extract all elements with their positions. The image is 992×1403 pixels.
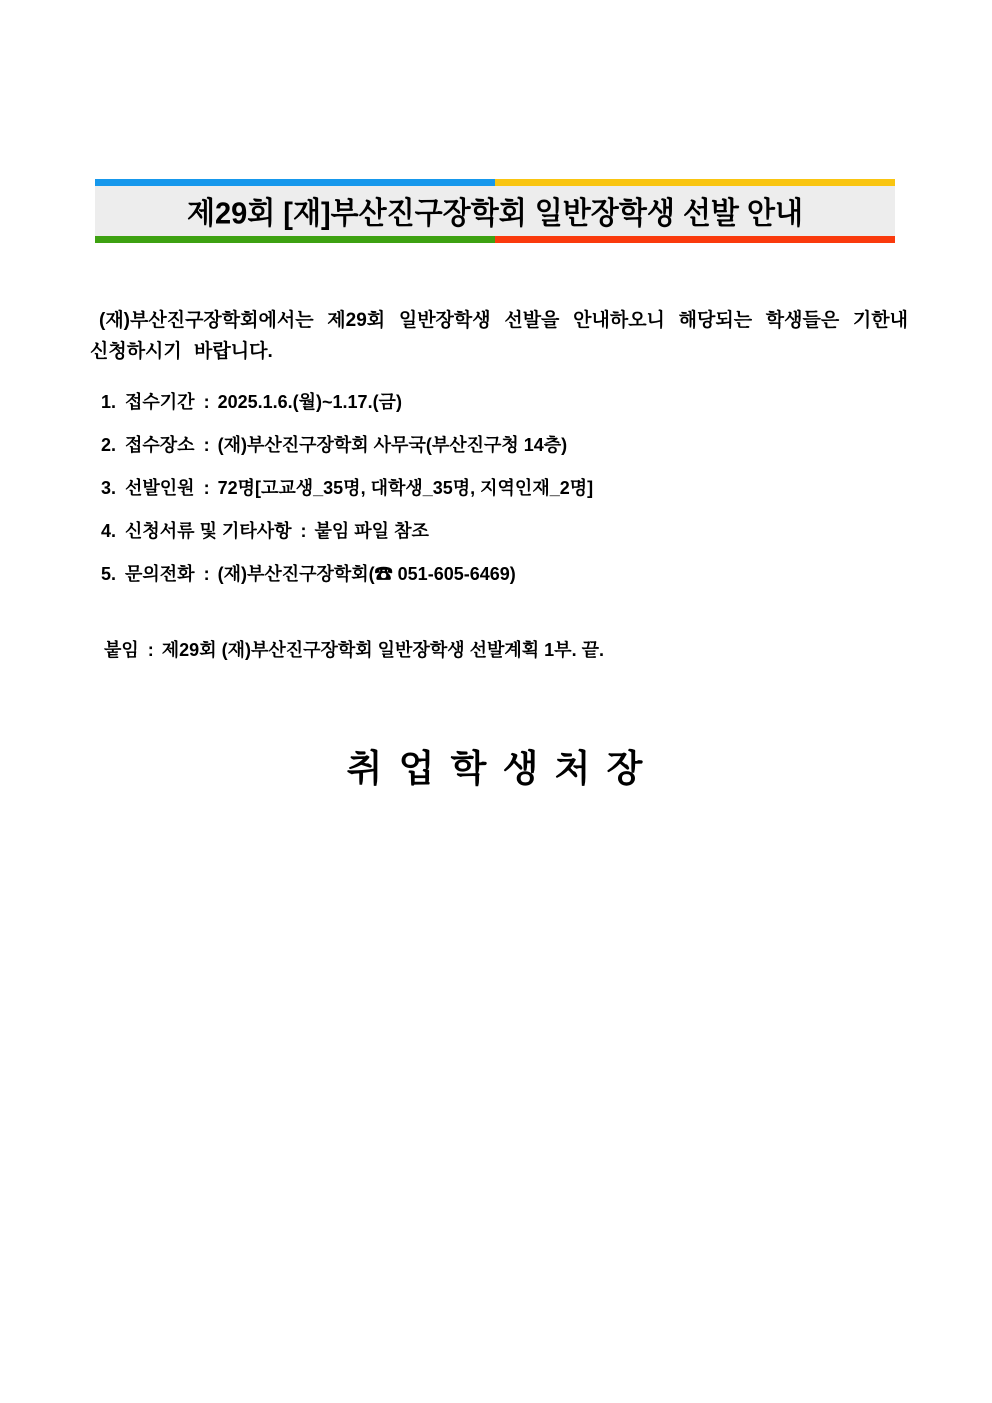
banner-top-bar bbox=[95, 179, 895, 186]
document-title: 제29회 [재]부산진구장학회 일반장학생 선발 안내 bbox=[186, 196, 804, 231]
item-value: (재)부산진구장학회(☎ 051-605-6469) bbox=[217, 564, 516, 584]
item-label: 문의전화 bbox=[125, 564, 195, 584]
banner-bottom-bar bbox=[95, 236, 895, 243]
item-value: (재)부산진구장학회 사무국(부산진구청 14층) bbox=[217, 435, 568, 455]
item-label: 선발인원 bbox=[125, 478, 195, 498]
banner-bottom-bar-red bbox=[495, 236, 895, 243]
attachment-label: 붙임 bbox=[104, 640, 139, 660]
list-item bbox=[101, 435, 901, 455]
item-label: 접수기간 bbox=[125, 392, 195, 412]
item-number: 2. bbox=[101, 435, 117, 455]
item-label: 접수장소 bbox=[125, 435, 195, 455]
item-number: 3. bbox=[101, 478, 117, 498]
colon-separator: : bbox=[203, 435, 210, 455]
list-item bbox=[101, 392, 901, 412]
banner-title-band bbox=[95, 186, 895, 236]
list-item bbox=[101, 521, 901, 541]
colon-separator: : bbox=[300, 521, 307, 541]
item-label: 신청서류 및 기타사항 bbox=[125, 521, 292, 541]
banner-bottom-bar-green bbox=[95, 236, 495, 243]
signature-title: 취 업 학 생 처 장 bbox=[346, 748, 646, 789]
attachment-value: 제29회 (재)부산진구장학회 일반장학생 선발계획 1부. 끝. bbox=[161, 640, 604, 660]
item-value: 72명[고교생_35명, 대학생_35명, 지역인재_2명] bbox=[217, 478, 594, 498]
attachment-line bbox=[104, 636, 604, 662]
list-item bbox=[101, 564, 901, 584]
item-number: 1. bbox=[101, 392, 117, 412]
banner-top-bar-blue bbox=[95, 179, 495, 186]
banner-top-bar-yellow bbox=[495, 179, 895, 186]
item-number: 4. bbox=[101, 521, 117, 541]
intro-paragraph: (재)부산진구장학회에서는 제29회 일반장학생 선발을 안내하오니 해당되는 학생들은 기한내 신청하시기 바랍니다. bbox=[90, 310, 908, 362]
colon-separator: : bbox=[203, 564, 210, 584]
colon-separator: : bbox=[203, 392, 210, 412]
colon-separator: : bbox=[147, 640, 154, 660]
title-banner bbox=[95, 179, 895, 243]
item-number: 5. bbox=[101, 564, 117, 584]
colon-separator: : bbox=[203, 478, 210, 498]
item-value: 2025.1.6.(월)~1.17.(금) bbox=[217, 392, 402, 412]
list-item bbox=[101, 478, 901, 498]
item-value: 붙임 파일 참조 bbox=[314, 521, 429, 541]
notice-list bbox=[101, 392, 901, 607]
